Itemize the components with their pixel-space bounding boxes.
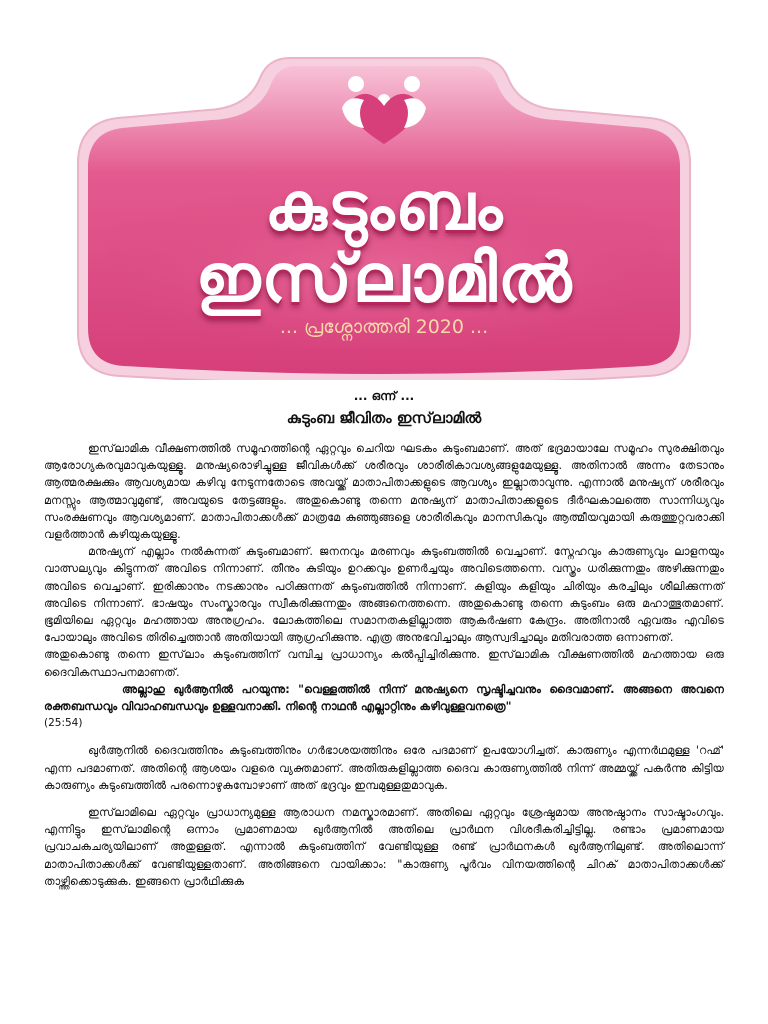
banner-title-line-2: ഇസ്‌ലാമിൽ — [195, 240, 573, 317]
banner-title-line-1: കുടുംബം — [264, 168, 504, 245]
paragraph: ഖുർആനിൽ ദൈവത്തിനും കുടുംബത്തിനും ഗർഭാശയത്തിനും ഒരേ പദമാണ് ഉപയോഗിച്ചത്. കാരുണ്യം എന്നർഥമുള്ള 'റഹ്മ്' എന്ന പദമാണത്. അതിന്റെ ആശയം വളരെ വ്യക്തമാണ്. അതിരുകളില്ലാത്ത ദൈവ കാരുണ്യത്തിൽ നിന്ന് അമ്മയ്ക്ക് പകർന്നു കിട്ടിയ കാരുണ്യം കുടുംബത്തിൽ പരന്നൊഴുകുമ്പോഴാണ് അത് ഭദ്രവും ഇമ്പമുള്ളതുമാവുക. — [44, 744, 724, 792]
section-title: കുടുംബ ജീവിതം ഇസ്‌ലാമിൽ — [286, 409, 482, 427]
family-heart-icon — [334, 72, 434, 152]
title-banner — [0, 0, 768, 380]
banner-subtitle: ... പ്രശ്നോത്തരി 2020 ... — [279, 316, 489, 338]
verse-reference: (25:54) — [44, 717, 83, 730]
paragraph: ഇസ്‌ലാമിക വീക്ഷണത്തിൽ സമൂഹത്തിന്റെ ഏറ്റവും ചെറിയ ഘടകം കുടുംബമാണ്. അത് ഭദ്രമായാലേ സമൂഹം സുരക്ഷിതവും ആരോഗ്യകരവുമാവുകയുള്ളൂ. മനുഷ്യരൊഴിച്ചുള്ള ജീവികൾക്ക് ശരീരവും ശാരീരികാവശ്യങ്ങളുമേയുള്ളൂ. അതിനാൽ അന്നം തേടാനും ആത്മരക്ഷക്കും ആവശ്യമായ കഴിവു നേടുന്നതോടെ അവയ്ക്ക് മാതാപിതാക്കളുടെ ആവശ്യം ഇല്ലാതാവുന്നു. എന്നാൽ മനുഷ്യന് ശരീരവും മനസ്സും ആത്മാവുമുണ്ട്, അവയുടെ തേട്ടങ്ങളും. അതുകൊണ്ടു തന്നെ മനുഷ്യന് മാതാപിതാക്കളുടെ ദീർഘകാലത്തെ സാന്നിധ്യവും സംരക്ഷണവും ആവശ്യമാണ്. മാതാപിതാക്കൾക്ക് മാത്രമേ കുഞ്ഞുങ്ങളെ ശാരീരികവും മാനസികവും ആത്മീയവുമായി കരുത്തുറ്റവരാക്കി വളർത്താൻ കഴിയുകയുള്ളൂ. — [44, 442, 724, 542]
paragraph: അതുകൊണ്ടു തന്നെ ഇസ്‌ലാം കുടുംബത്തിന് വമ്പിച്ച പ്രാധാന്യം കൽപ്പിച്ചിരിക്കുന്നു. ഇസ്‌ലാമിക വീക്ഷണത്തിൽ മഹത്തായ ഒരു ദൈവികസ്ഥാപനമാണത്. — [44, 648, 724, 679]
paragraph: മനുഷ്യന് എല്ലാം നൽകുന്നത് കുടുംബമാണ്. ജനനവും മരണവും കുടുംബത്തിൽ വെച്ചാണ്. സ്നേഹവും കാരുണ്യവും ലാളനയും വാത്സല്യവും കിട്ടുന്നത് അവിടെ നിന്നാണ്. തീനും കുടിയും ഉറക്കവും ഉണർച്ചയും അവിടെത്തന്നെ. വസ്ത്രം ധരിക്കുന്നതും അഴിക്കുന്നതും അവിടെ വെച്ചാണ്. ഇരിക്കാനും നടക്കാനും പഠിക്കുന്നത് കുടുംബത്തിൽ നിന്നാണ്. കുളിയും കളിയും ചിരിയും കരച്ചിലും ശീലിക്കുന്നത് അവിടെ നിന്നാണ്. ഭാഷയും സംസ്കാരവും സ്വീകരിക്കുന്നതും അങ്ങനെത്തന്നെ. അതുകൊണ്ടു തന്നെ കുടുംബം ഒരു മഹാത്ഭുതമാണ്. ഭൂമിയിലെ ഏറ്റവും മഹത്തായ അനുഗ്രഹം. ലോകത്തിലെ സമാനതകളില്ലാത്ത ആകർഷണ കേന്ദ്രം. അതിനാൽ ഏവരും എവിടെ പോയാലും അവിടെ തിരിച്ചെത്താൻ അതിയായി ആഗ്രഹിക്കുന്നു. എത്ര അനുഭവിച്ചാലും ആസ്വദിച്ചാലും മതിവരാത്ത ഒന്നാണത്. — [44, 545, 724, 645]
paragraph: ഇസ്‌ലാമിലെ ഏറ്റവും പ്രാധാന്യമുള്ള ആരാധന നമസ്കാരമാണ്. അതിലെ ഏറ്റവും ശ്രേഷ്ഠമായ അനുഷ്ഠാനം സാഷ്ടാംഗവും. എന്നിട്ടും ഇസ്‌ലാമിന്റെ ഒന്നാം പ്രമാണമായ ഖുർആനിൽ അതിലെ പ്രാർഥന വിശദീകരിച്ചിട്ടില്ല. രണ്ടാം പ്രമാണമായ പ്രവാചകചര്യയിലാണ് അതുള്ളത്. എന്നാൽ കുടുംബത്തിന് വേണ്ടിയുള്ള രണ്ട് പ്രാർഥനകൾ ഖുർആനിലുണ്ട്. അതിലൊന്ന് മാതാപിതാക്കൾക്ക് വേണ്ടിയുള്ളതാണ്. അതിങ്ങനെ വായിക്കാം: "കാരുണ്യ പൂർവം വിനയത്തിന്റെ ചിറക് മാതാപിതാക്കൾക്ക് താഴ്ത്തിക്കൊടുക്കുക. ഇങ്ങനെ പ്രാർഥിക്കുക — [44, 806, 724, 888]
section-number: ... ഒന്ന് ... — [353, 389, 415, 403]
article-body — [44, 440, 724, 890]
quran-quote: അല്ലാഹു ഖുർആനിൽ പറയുന്നു: "വെള്ളത്തിൽ നിന്ന് മനുഷ്യനെ സൃഷ്ടിച്ചവനും ദൈവമാണ്. അങ്ങനെ അവനെ രക്തബന്ധവും വിവാഹബന്ധവും ഉള്ളവനാക്കി. നിന്റെ നാഥൻ എല്ലാറ്റിനും കഴിവുള്ളവനത്രെ" — [44, 682, 724, 714]
